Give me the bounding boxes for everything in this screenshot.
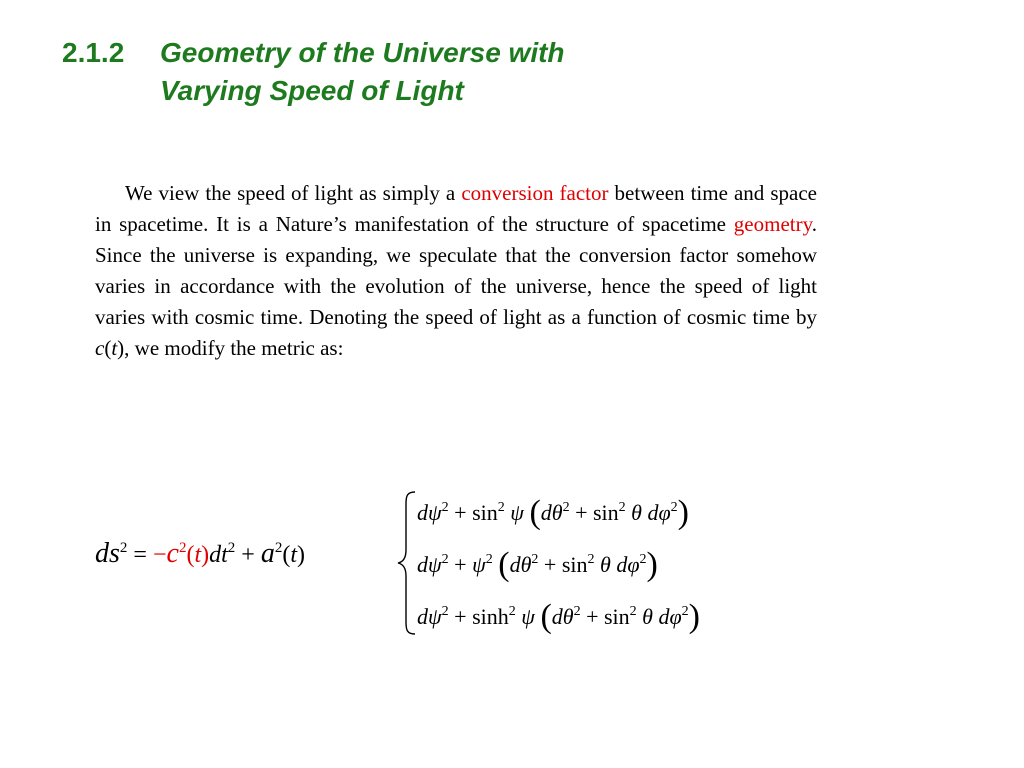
metric-equation [95, 488, 855, 638]
para-text-3: . Since the universe is expanding, we speculate that the conversion factor somehow varies in accordance with the evolution of the universe, hence the speed of light varies with cosmic time. Denoting the speed of light as a function of cosmic time by [95, 212, 817, 329]
highlight-geometry: geometry [733, 212, 812, 236]
para-lparen: ( [104, 336, 112, 360]
slide-title [62, 34, 565, 110]
highlight-conversion-factor: conversion factor [461, 181, 609, 205]
left-brace-icon [395, 488, 419, 638]
title-line-1: Geometry of the Universe with [160, 37, 565, 68]
para-text-1: We view the speed of light as simply a [125, 181, 462, 205]
equation-lhs: $ds^2 = -c^2(t)dt^2 + a^2(t)$ [95, 538, 305, 569]
para-c-symbol: c [95, 336, 105, 360]
section-number: 2.1.2 [62, 37, 125, 68]
title-line-2: Varying Speed of Light [160, 75, 464, 106]
para-text-4: ), we modify the metric as: [117, 336, 344, 360]
equation-case-open: $d\psi^2 + \sinh^2 \psi$ ($d\theta^2 + \sin^2 \theta$ $d\varphi^2$) [417, 598, 700, 635]
para-text-2: between time and space in spacetime. It is a Nature’s manifestation of the structure of spacetime [95, 181, 817, 236]
para-t-symbol: t [111, 336, 118, 360]
body-paragraph [95, 178, 817, 364]
equation-case-flat: $d\psi^2 + \psi^2$ ($d\theta^2 + \sin^2 \theta$ $d\varphi^2$) [417, 546, 658, 583]
equation-case-closed: $d\psi^2 + \sin^2 \psi$ ($d\theta^2 + \sin^2 \theta$ $d\varphi^2$) [417, 494, 689, 531]
